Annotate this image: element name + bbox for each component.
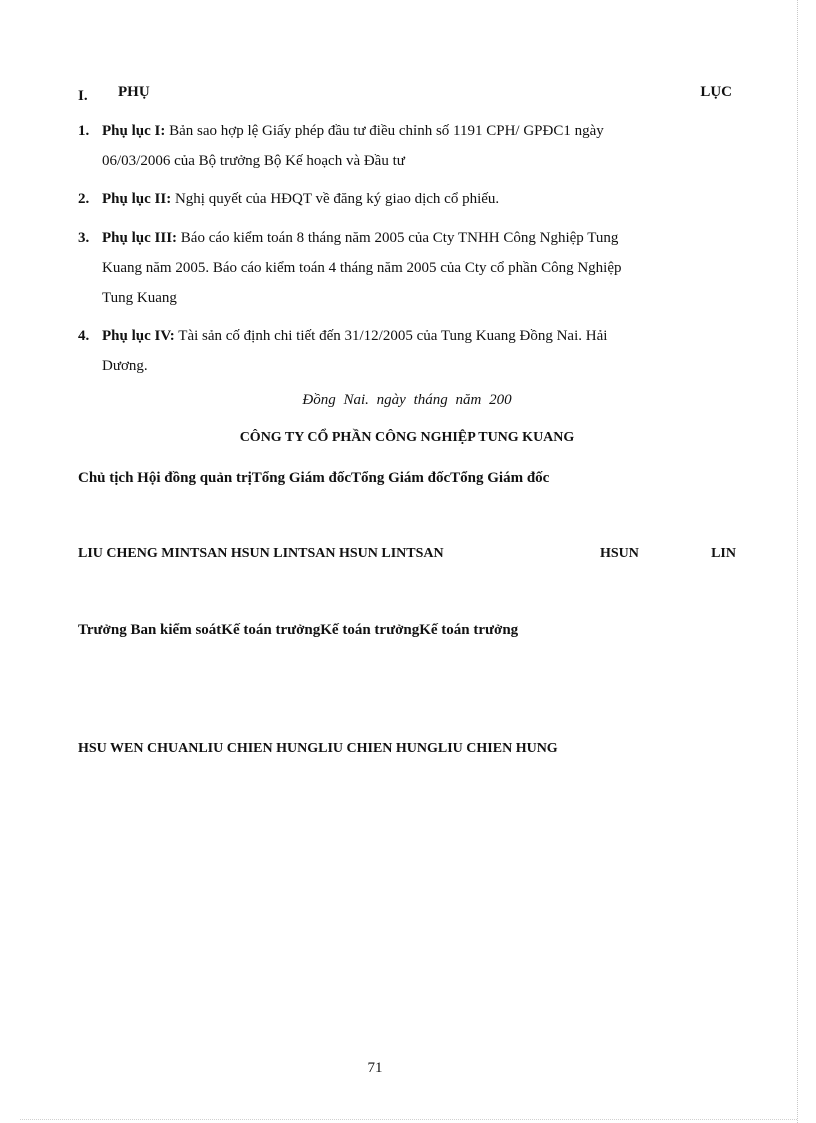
- margin-line-right: [797, 0, 798, 1123]
- signatory-names-row-2: HSU WEN CHUANLIU CHIEN HUNGLIU CHIEN HUNGLIU CHIEN HUNG: [78, 741, 558, 756]
- item-label: Phụ lục II:: [102, 191, 172, 207]
- appendix-item-3: [78, 223, 736, 313]
- item-text-continued: Tung Kuang: [102, 290, 177, 306]
- item-text: Nghị quyết của HĐQT về đăng ký giao dịch cổ phiếu.: [171, 191, 500, 207]
- section-title-word-1: PHỤ: [118, 84, 150, 100]
- item-label: Phụ lục I:: [102, 123, 166, 139]
- page-number: 71: [367, 1060, 383, 1076]
- signatory-names-part-a: LIU CHENG MINTSAN HSUN LINTSAN HSUN LINTSAN: [78, 546, 444, 561]
- item-text-continued: Dương.: [102, 358, 148, 374]
- margin-line-bottom: [20, 1119, 797, 1120]
- signatory-names-row-1: [78, 546, 736, 566]
- section-number: I.: [78, 88, 88, 104]
- item-number: 2.: [78, 191, 90, 207]
- signatory-names-part-c: LIN: [711, 546, 736, 561]
- item-text: Bản sao hợp lệ Giấy phép đầu tư điều chỉnh số 1191 CPH/ GPĐC1 ngày: [165, 123, 604, 139]
- item-text-continued: 06/03/2006 của Bộ trưởng Bộ Kế hoạch và Đầu tư: [102, 153, 405, 169]
- item-number: 1.: [78, 123, 90, 139]
- item-label: Phụ lục III:: [102, 230, 178, 246]
- appendix-item-4: [78, 321, 736, 381]
- item-text-continued: Kuang năm 2005. Báo cáo kiểm toán 4 tháng năm 2005 của Cty cổ phần Công Nghiệp: [102, 260, 622, 276]
- section-heading: [78, 84, 732, 106]
- signatory-titles-row-1: Chủ tịch Hội đồng quản trịTổng Giám đốcTổng Giám đốcTổng Giám đốc: [78, 470, 550, 486]
- signatory-names-part-b: HSUN: [600, 546, 639, 561]
- date-line: Đồng Nai. ngày tháng năm 200: [302, 392, 512, 408]
- item-number: 4.: [78, 328, 90, 344]
- appendix-item-1: [78, 116, 736, 176]
- section-title-word-2: LỤC: [700, 84, 732, 100]
- item-number: 3.: [78, 230, 90, 246]
- item-text: Tài sản cố định chi tiết đến 31/12/2005 của Tung Kuang Đồng Nai. Hải: [174, 328, 608, 344]
- appendix-item-2: [78, 184, 736, 214]
- signatory-titles-row-2: Trưởng Ban kiểm soátKế toán trưởngKế toán trưởngKế toán trưởng: [78, 622, 519, 638]
- company-name: CÔNG TY CỔ PHẦN CÔNG NGHIỆP TUNG KUANG: [239, 430, 575, 445]
- item-text: Báo cáo kiểm toán 8 tháng năm 2005 của Cty TNHH Công Nghiệp Tung: [177, 230, 619, 246]
- item-label: Phụ lục IV:: [102, 328, 175, 344]
